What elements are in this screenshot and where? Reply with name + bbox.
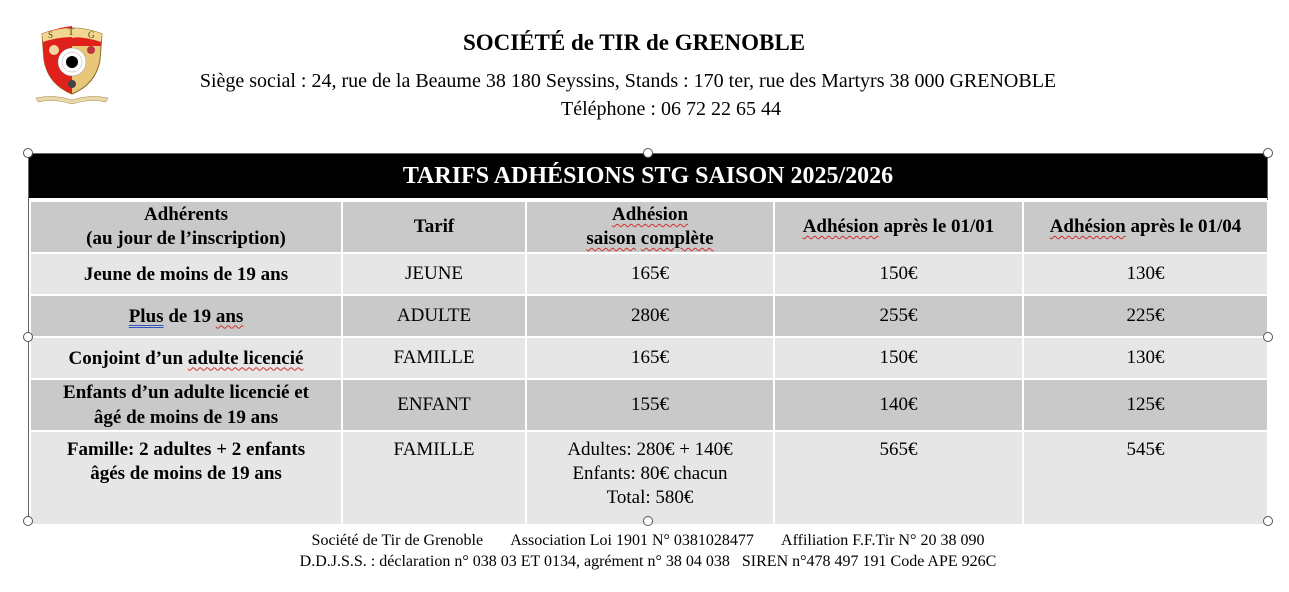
table-banner: TARIFS ADHÉSIONS STG SAISON 2025/2026 (29, 154, 1267, 198)
resize-handle-bottom-left[interactable] (23, 516, 33, 526)
phone-line: Téléphone : 06 72 22 65 44 (561, 98, 781, 120)
header-after-0104: Adhésion après le 01/04 (1023, 201, 1268, 253)
address-line: Siège social : 24, rue de la Beaume 38 180 Seyssins, Stands : 170 ter, rue des Martyrs 38 000 GRENOBLE (199, 70, 1057, 92)
row-label: Plus de 19 ans (30, 295, 342, 337)
resize-handle-bottom-middle[interactable] (643, 516, 653, 526)
row-apr: 130€ (1023, 253, 1268, 295)
row-tarif: ADULTE (342, 295, 526, 337)
row-label: Jeune de moins de 19 ans (30, 253, 342, 295)
row-full: 165€ (526, 253, 774, 295)
row-jan: 150€ (774, 337, 1023, 379)
row-full: 155€ (526, 379, 774, 431)
row-label: Famille: 2 adultes + 2 enfants âgés de moins de 19 ans (30, 431, 342, 525)
header-after-0101: Adhésion après le 01/01 (774, 201, 1023, 253)
row-jan: 565€ (774, 431, 1023, 525)
resize-handle-middle-right[interactable] (1263, 332, 1273, 342)
row-jan: 140€ (774, 379, 1023, 431)
resize-handle-top-middle[interactable] (643, 148, 653, 158)
table-row (30, 379, 1268, 431)
table-row (30, 253, 1268, 295)
page-title: SOCIÉTÉ de TIR de GRENOBLE (462, 30, 806, 55)
header-tarif: Tarif (342, 201, 526, 253)
row-full: Adultes: 280€ + 140€ Enfants: 80€ chacun Total: 580€ (526, 431, 774, 525)
footer-line-1: Société de Tir de Grenoble Association Loi 1901 N° 0381028477 Affiliation F.F.Tir N° 20 38 090 (311, 532, 985, 549)
table-row (30, 295, 1268, 337)
row-apr: 225€ (1023, 295, 1268, 337)
table-header-row (30, 201, 1268, 253)
row-apr: 125€ (1023, 379, 1268, 431)
row-tarif: FAMILLE (342, 337, 526, 379)
row-jan: 255€ (774, 295, 1023, 337)
resize-handle-middle-left[interactable] (23, 332, 33, 342)
resize-handle-top-right[interactable] (1263, 148, 1273, 158)
row-label: Conjoint d’un adulte licencié (30, 337, 342, 379)
row-full: 165€ (526, 337, 774, 379)
svg-text:S: S (48, 30, 54, 40)
row-full: 280€ (526, 295, 774, 337)
resize-handle-bottom-right[interactable] (1263, 516, 1273, 526)
svg-text:T: T (68, 27, 75, 38)
row-tarif: JEUNE (342, 253, 526, 295)
svg-text:G: G (88, 30, 95, 40)
table-row (30, 431, 1268, 525)
header-full-season: Adhésion saison complète (526, 201, 774, 253)
tariffs-table-frame[interactable] (28, 153, 1268, 521)
row-jan: 150€ (774, 253, 1023, 295)
row-tarif: FAMILLE (342, 431, 526, 525)
tariffs-table (29, 200, 1269, 526)
row-apr: 130€ (1023, 337, 1268, 379)
footer-line-2: D.D.J.S.S. : déclaration n° 038 03 ET 0134, agrément n° 38 04 038 SIREN n°478 497 191 Code APE 926C (299, 553, 997, 570)
table-row (30, 337, 1268, 379)
resize-handle-top-left[interactable] (23, 148, 33, 158)
header-adherents: Adhérents (au jour de l’inscription) (30, 201, 342, 253)
row-label: Enfants d’un adulte licencié et âgé de moins de 19 ans (30, 379, 342, 431)
row-tarif: ENFANT (342, 379, 526, 431)
row-apr: 545€ (1023, 431, 1268, 525)
